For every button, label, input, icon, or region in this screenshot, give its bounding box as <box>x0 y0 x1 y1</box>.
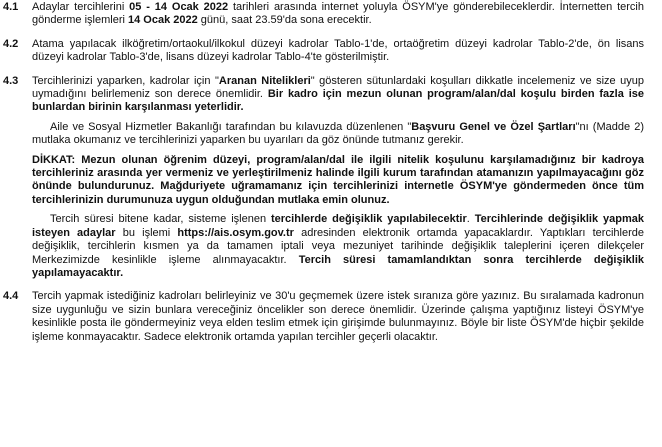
section-number: 4.3 <box>3 74 19 87</box>
text-run: tarihleri arasında internet yoluyla ÖSYM'ye gönderebileceklerdir. İnternetten tercih gönderme işlemleri <box>32 1 644 27</box>
section-4-2-paragraph: Atama yapılacak ilköğretim/ortaokul/ilkokul düzeyi kadrolar Tablo-1'de, ortaöğretim düzeyi kadrolar Tablo-2'de, ön lisans düzeyi kadrolar Tablo-3'de, lisans düzeyi kadrolar Tablo-4'te gösterilmiştir. <box>32 37 644 64</box>
text-run: günü, saat 23.59'da sona erecektir. <box>197 14 372 27</box>
text-run: Adaylar tercihlerini <box>32 1 130 13</box>
text-run: Tercihlerinizi yaparken, kadrolar için " <box>32 74 219 87</box>
emphasis: Bir kadro için mezun olunan program/alan/dal koşulu birden fazla ise bunlardan birinin karşılanması yeterlidir. <box>32 88 644 114</box>
emphasis: Tercihlerinde değişiklik yapmak isteyen adaylar <box>32 213 644 239</box>
emphasis: tercihlerde değişiklik yapılabilecektir <box>271 213 467 226</box>
section-number: 4.1 <box>3 1 19 13</box>
date-range: 05 - 14 Ocak 2022 <box>129 1 229 13</box>
section-4-4-paragraph: Tercih yapmak istediğiniz kadroları belirleyiniz ve 30'u geçmemek üzere istek sıranıza göre yazınız. Bu sıralamada kadronun size uygunluğu ve sizin bunlara vereceğiniz öncelikler son derece önemlidir. Üzerinde çalışma yaptığınız listeyi ÖSYM'ye kesinlikle posta ile göndermeyiniz veya elden teslim etmek için girişimde bulunmayınız. Böyle bir liste ÖSYM'de hiçbir şekilde işleme konmayacaktır. Sadece elektronik ortamda yapılan tercihler geçerli olacaktır. <box>32 290 644 343</box>
section-4-2 <box>0 38 662 65</box>
section-4-1 <box>0 1 662 28</box>
section-4-3-paragraph-4 <box>32 213 644 280</box>
section-4-3-paragraph-1 <box>32 75 644 115</box>
deadline-date: 14 Ocak 2022 <box>127 14 198 27</box>
text-run: Tercih süresi bitene kadar, sisteme işlenen <box>50 213 271 226</box>
text-run: " gösteren sütunlardaki koşulları dikkatle incelemeniz ve size uyup uymadığını belirlemeniz son derece önemlidir. <box>32 74 644 101</box>
section-number: 4.2 <box>3 37 19 50</box>
ais-url-link[interactable]: https://ais.osym.gov.tr <box>177 226 294 239</box>
section-4-3 <box>0 75 662 281</box>
section-4-3-paragraph-2 <box>32 121 644 148</box>
text-run: bu işlemi <box>115 226 178 239</box>
warning-text: DİKKAT: Mezun olunan öğrenim düzeyi, program/alan/dal ile ilgili nitelik koşulunu karşılamadığınız bir kadroya tercihleriniz arasında yer vermeniz ve yerleştirilmeniz halinde ilgili kurum tarafından atamanızın yapılmayacağını göz önünde bulundurunuz. Mağduriyete uğramamanız için tercihlerinizi internetle ÖSYM'ye göndermeden önce tüm tercihlerinizin durumunuza uygun olduğundan mutlaka emin olunuz. <box>32 153 644 206</box>
text-run: adresinden elektronik ortamda yapacaklardır. Yaptıkları tercihlerde değişiklik, tercihlerin kısmen ya da tamamen iptali veya mezuniyet tarihinde değişiklik taleplerini içeren dilekçeler Merkezimizde kesinlikle işleme alınmayacaktır. <box>32 226 644 266</box>
section-4-4 <box>0 290 662 344</box>
text-run: Aile ve Sosyal Hizmetler Bakanlığı tarafından bu kılavuzda düzenlenen " <box>50 120 412 133</box>
emphasis: Aranan Nitelikleri <box>218 74 311 87</box>
text-run: "nı (Madde 2) mutlaka okumanız ve tercihlerinizi yaparken bu uyarıları da göz önünde tutmanız gerekir. <box>32 120 644 147</box>
section-number: 4.4 <box>3 290 19 303</box>
emphasis: Başvuru Genel ve Özel Şartları <box>411 120 576 133</box>
warning-paragraph <box>32 154 644 208</box>
section-4-1-paragraph <box>32 1 644 28</box>
emphasis: Tercih süresi tamamlandıktan sonra tercihlerde değişiklik yapılamayacaktır. <box>32 253 644 279</box>
text-run: . <box>466 213 475 226</box>
